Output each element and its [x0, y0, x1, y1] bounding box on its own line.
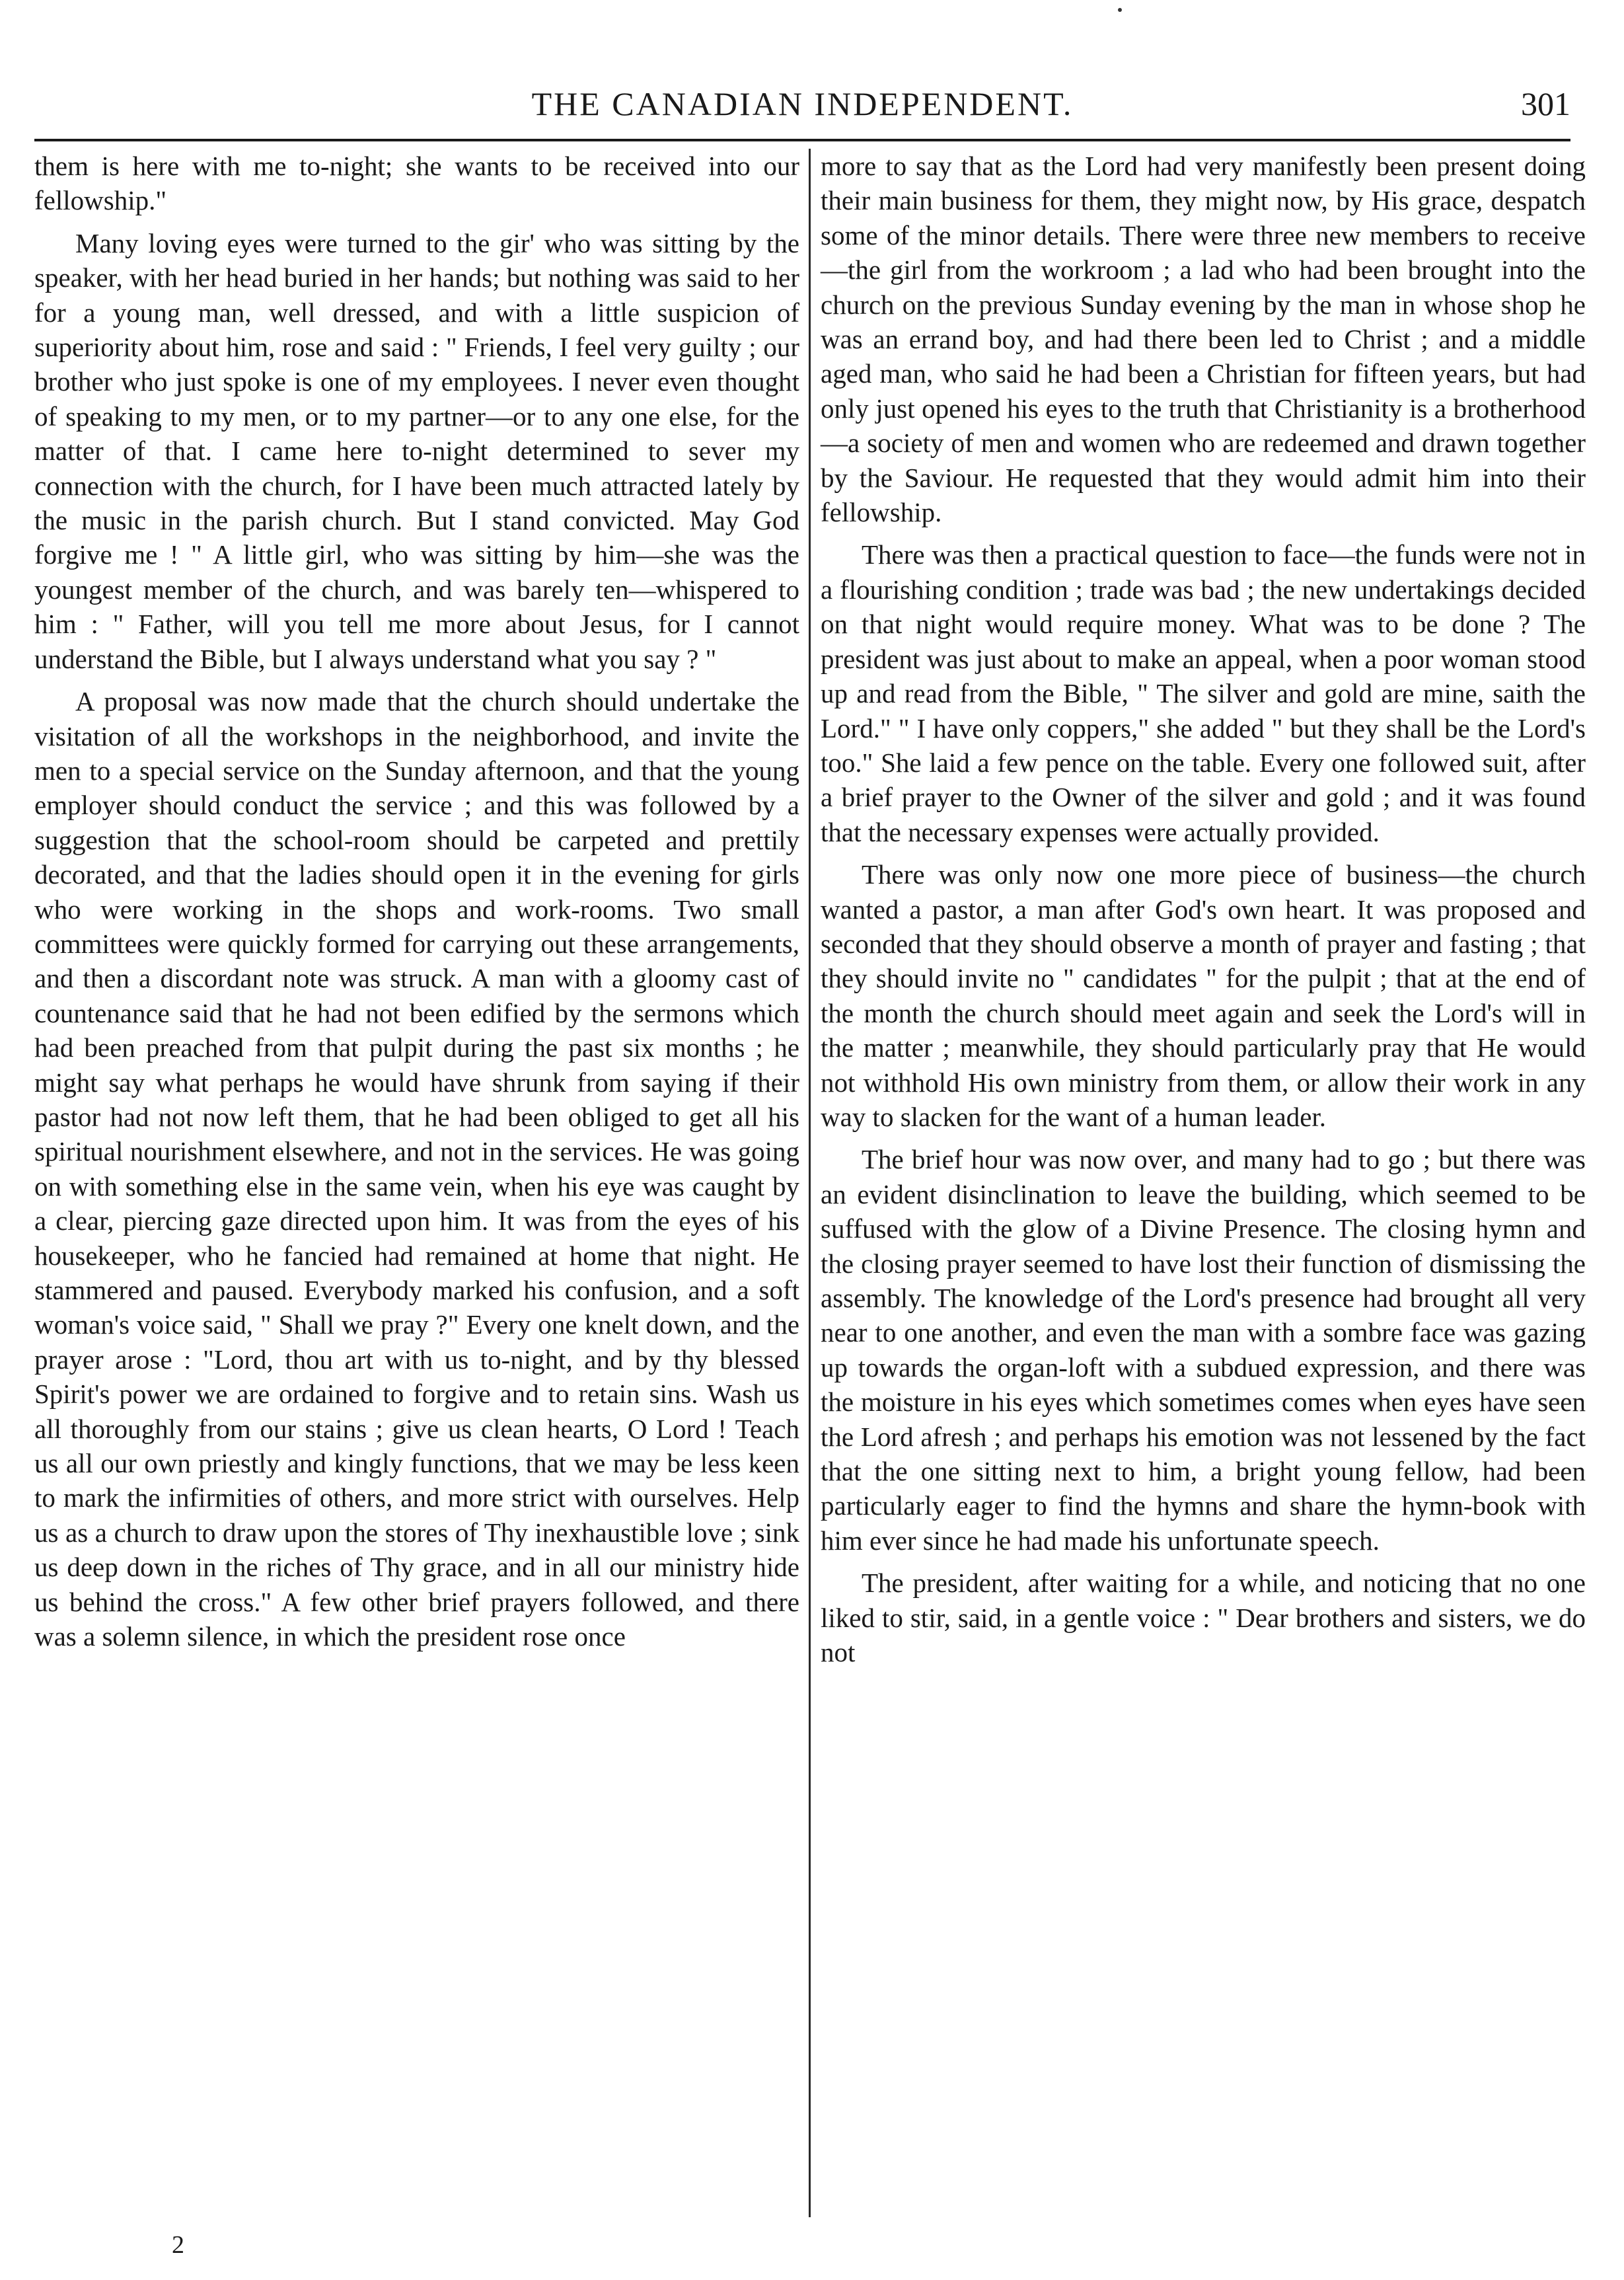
paragraph: more to say that as the Lord had very manifestly been present doing their main business for them, they might now, by His grace, despatch some of the minor details. There were three new members to receive—the girl from the workroom ; a lad who had been brought into the church on the previous Sunday evening by the man in whose shop he was an errand boy, and had there been led to Christ ; and a middle aged man, who said he had been a Christian for fifteen years, but had only just opened his eyes to the truth that Christianity is a brotherhood—a society of men and women who are redeemed and drawn together by the Saviour. He requested that they would admit him into their fellowship. — [821, 151, 1586, 528]
paragraph: There was only now one more piece of business—the church wanted a pastor, a man after God's own heart. It was proposed and seconded that they should observe a month of prayer and fasting ; that they should invite no " candidates " for the pulpit ; that at the end of the month the church should meet again and seek the Lord's will in the matter ; meanwhile, they should particularly pray that He would not withhold His own ministry from them, or allow their work in any way to slacken for the want of a human leader. — [821, 859, 1586, 1132]
left-column — [34, 149, 799, 1653]
journal-title: THE CANADIAN INDEPENDENT. — [531, 85, 1074, 122]
paragraph: A proposal was now made that the church should undertake the visitation of all the workshops in the neighborhood, and invite the men to a special service on the Sunday afternoon, and that the young employer should conduct the service ; and this was followed by a suggestion that the school-room should be carpeted and prettily decorated, and that the ladies should open it in the evening for girls who were working in the shops and work-rooms. Two small committees were quickly formed for carrying out these arrangements, and then a discordant note was struck. A man with a gloomy cast of countenance said that he had not been edified by the sermons which had been preached from that pulpit during the past six months ; he might say what perhaps he would have shrunk from saying if their pastor had not now left them, that he had been obliged to get all his spiritual nourishment elsewhere, and not in the services. He was going on with something else in the same vein, when his eye was caught by a clear, piercing gaze directed upon him. It was from the eyes of his housekeeper, who he fancied had remained at home that night. He stammered and paused. Everybody marked his confusion, and a soft woman's voice said, " Shall we pray ?" Every one knelt down, and the prayer arose : "Lord, thou art with us to-night, and by thy blessed Spirit's power we are ordained to forgive and to retain sins. Wash us all thoroughly from our stains ; give us clean hearts, O Lord ! Teach us all our own priestly and kingly functions, that we may be less keen to mark the infirmities of others, and more strict with ourselves. Help us as a church to draw upon the stores of Thy inexhaustible love ; sink us deep down in the riches of Thy grace, and in all our ministry hide us behind the cross." A few other brief prayers followed, and there was a solemn silence, in which the president rose once — [34, 686, 799, 1652]
paragraph: them is here with me to-night; she wants to be received into our fellowship." — [34, 151, 799, 216]
page-header — [34, 79, 1570, 142]
print-speck — [1118, 8, 1122, 12]
page-number: 301 — [1521, 85, 1570, 122]
signature-mark: 2 — [172, 2231, 184, 2259]
paragraph: The brief hour was now over, and many had to go ; but there was an evident disinclination to leave the building, which seemed to be suffused with the glow of a Divine Presence. The closing hymn and the closing prayer seemed to have lost their function of dismissing the assembly. The knowledge of the Lord's presence had brought all very near to one another, and even the man with a sombre face was gazing up towards the organ-loft with a subdued expression, and there was the moisture in his eyes which sometimes comes when eyes have seen the Lord afresh ; and perhaps his emotion was not lessened by the fact that the one sitting next to him, a bright young fellow, had been particularly eager to find the hymns and share the hymn-book with him ever since he had made his unfortunate speech. — [821, 1144, 1586, 1556]
header-rule — [34, 139, 1570, 141]
paragraph: There was then a practical question to face—the funds were not in a flourishing condition ; trade was bad ; the new undertakings decided on that night would require money. What was to be done ? The president was just about to make an appeal, when a poor woman stood up and read from the Bible, " The silver and gold are mine, saith the Lord." " I have only coppers," she added " but they shall be the Lord's too." She laid a few pence on the table. Every one followed suit, after a brief prayer to the Owner of the silver and gold ; and it was found that the necessary expenses were actually provided. — [821, 539, 1586, 847]
column-divider — [809, 149, 811, 2217]
right-column — [821, 149, 1586, 1669]
paragraph: The president, after waiting for a while, and noticing that no one liked to stir, said, in a gentle voice : " Dear brothers and sisters, we do not — [821, 1568, 1586, 1668]
paragraph: Many loving eyes were turned to the gir' who was sitting by the speaker, with her head buried in her hands; but nothing was said to her for a young man, well dressed, and with a little suspicion of superiority about him, rose and said : " Friends, I feel very guilty ; our brother who just spoke is one of my employees. I never even thought of speaking to my men, or to my partner—or to any one else, for the matter of that. I came here to-night determined to sever my connection with the church, for I have been much attracted lately by the music in the parish church. But I stand convicted. May God forgive me ! " A little girl, who was sitting by him—she was the youngest member of the church, and was barely ten—whispered to him : " Father, will you tell me more about Jesus, for I cannot understand the Bible, but I always understand what you say ? " — [34, 227, 799, 674]
